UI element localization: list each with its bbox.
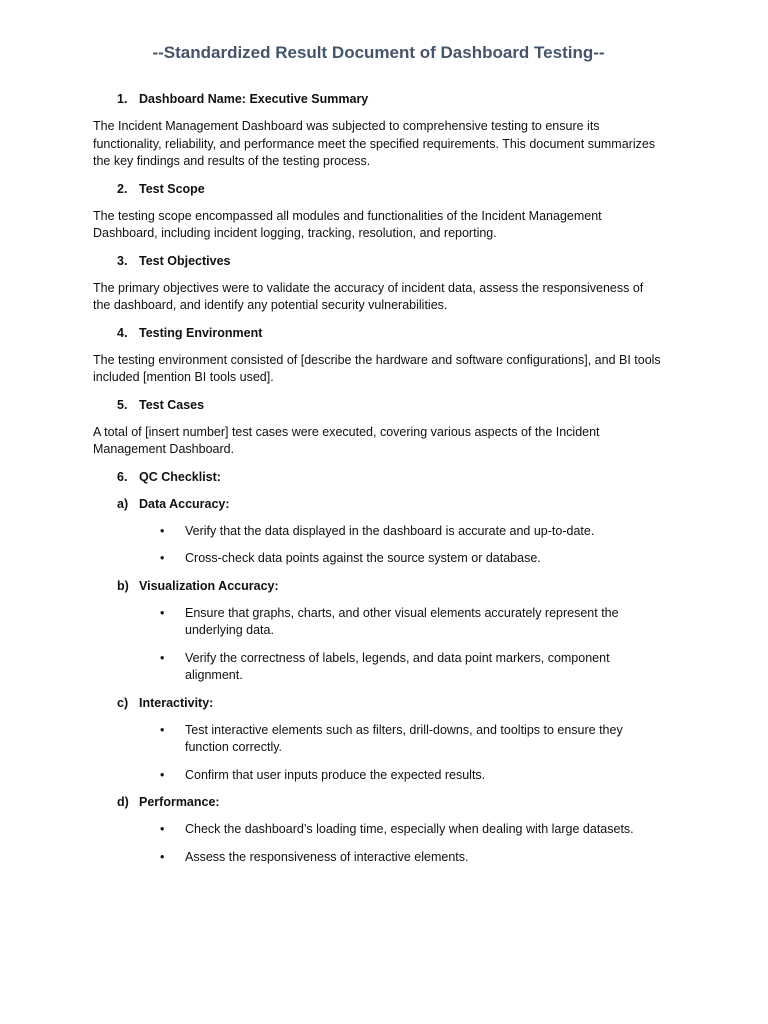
- section-paragraph: A total of [insert number] test cases were executed, covering various aspects of the Incident Management Dashboard.: [93, 424, 600, 456]
- document-title: --Standardized Result Document of Dashboard Testing--: [152, 43, 605, 62]
- section-heading: [93, 253, 664, 270]
- section-paragraph: The Incident Management Dashboard was subjected to comprehensive testing to ensure its functionality, reliability, and performance meet the specified requirements. This document summarizes the key findings and results of the testing process.: [93, 119, 656, 168]
- bullet-icon: •: [160, 523, 165, 538]
- section-number: 1.: [117, 92, 128, 106]
- list-item: [93, 722, 664, 757]
- bullet-icon: •: [160, 722, 165, 737]
- checklist-heading: [93, 496, 664, 513]
- checklist-bullets: [93, 722, 664, 785]
- list-item: [93, 523, 664, 541]
- section-number: 5.: [117, 397, 128, 412]
- checklist-heading: [93, 794, 664, 811]
- section-heading: [93, 91, 664, 108]
- list-item: [93, 767, 664, 785]
- list-item-text: Test interactive elements such as filters, drill-downs, and tooltips to ensure they function correctly.: [185, 722, 623, 754]
- section-heading-text: Testing Environment: [139, 325, 263, 340]
- section-heading-text: Dashboard Name: Executive Summary: [139, 92, 369, 106]
- section-paragraph: The primary objectives were to validate the accuracy of incident data, assess the responsiveness of the dashboard, and identify any potential security vulnerabilities.: [93, 280, 644, 312]
- bullet-icon: •: [160, 767, 165, 782]
- section-paragraph: The testing scope encompassed all modules and functionalities of the Incident Management Dashboard, including incident logging, tracking, resolution, and reporting.: [93, 208, 602, 240]
- list-item: [93, 605, 664, 640]
- list-item-text: Verify that the data displayed in the dashboard is accurate and up-to-date.: [185, 523, 595, 538]
- checklist-bullets: [93, 523, 664, 568]
- section-number: 2.: [117, 181, 128, 196]
- list-item: [93, 849, 664, 867]
- bullet-icon: •: [160, 650, 165, 665]
- checklist-heading-text: Data Accuracy:: [139, 496, 230, 511]
- bullet-icon: •: [160, 551, 165, 565]
- section-heading: [93, 469, 664, 486]
- bullet-icon: •: [160, 822, 165, 836]
- bullet-icon: •: [160, 849, 165, 864]
- section-number: 4.: [117, 325, 128, 340]
- section-heading-text: Test Scope: [139, 181, 205, 196]
- checklist-heading-text: Interactivity:: [139, 695, 214, 710]
- list-item-text: Ensure that graphs, charts, and other visual elements accurately represent the underlying data.: [185, 605, 619, 637]
- section-number: 6.: [117, 469, 128, 484]
- list-item: [93, 821, 664, 839]
- checklist-heading-text: Performance:: [139, 795, 220, 809]
- checklist-heading: [93, 578, 664, 595]
- section-heading: [93, 397, 664, 414]
- checklist-heading-text: Visualization Accuracy:: [139, 578, 279, 593]
- list-item: [93, 650, 664, 685]
- section-heading: [93, 181, 664, 198]
- bullet-icon: •: [160, 605, 165, 620]
- checklist-bullets: [93, 605, 664, 685]
- list-item: [93, 550, 664, 568]
- section-heading-text: Test Objectives: [139, 253, 231, 268]
- checklist-bullets: [93, 821, 664, 866]
- list-item-text: Verify the correctness of labels, legends, and data point markers, component alignment.: [185, 650, 610, 682]
- section-heading: [93, 325, 664, 342]
- section-heading-text: Test Cases: [139, 397, 205, 412]
- section-number: 3.: [117, 253, 128, 268]
- checklist-letter: d): [117, 795, 129, 809]
- section-heading-text: QC Checklist:: [139, 469, 221, 484]
- checklist-letter: c): [117, 695, 129, 710]
- list-item-text: Cross-check data points against the source system or database.: [185, 551, 541, 565]
- list-item-text: Assess the responsiveness of interactive elements.: [185, 849, 469, 864]
- list-item-text: Check the dashboard’s loading time, especially when dealing with large datasets.: [185, 822, 634, 836]
- list-item-text: Confirm that user inputs produce the expected results.: [185, 767, 486, 782]
- checklist-letter: a): [117, 496, 129, 511]
- checklist-heading: [93, 695, 664, 712]
- section-paragraph: The testing environment consisted of [describe the hardware and software configurations], and BI tools included [mention BI tools used].: [93, 352, 661, 384]
- checklist-letter: b): [117, 578, 129, 593]
